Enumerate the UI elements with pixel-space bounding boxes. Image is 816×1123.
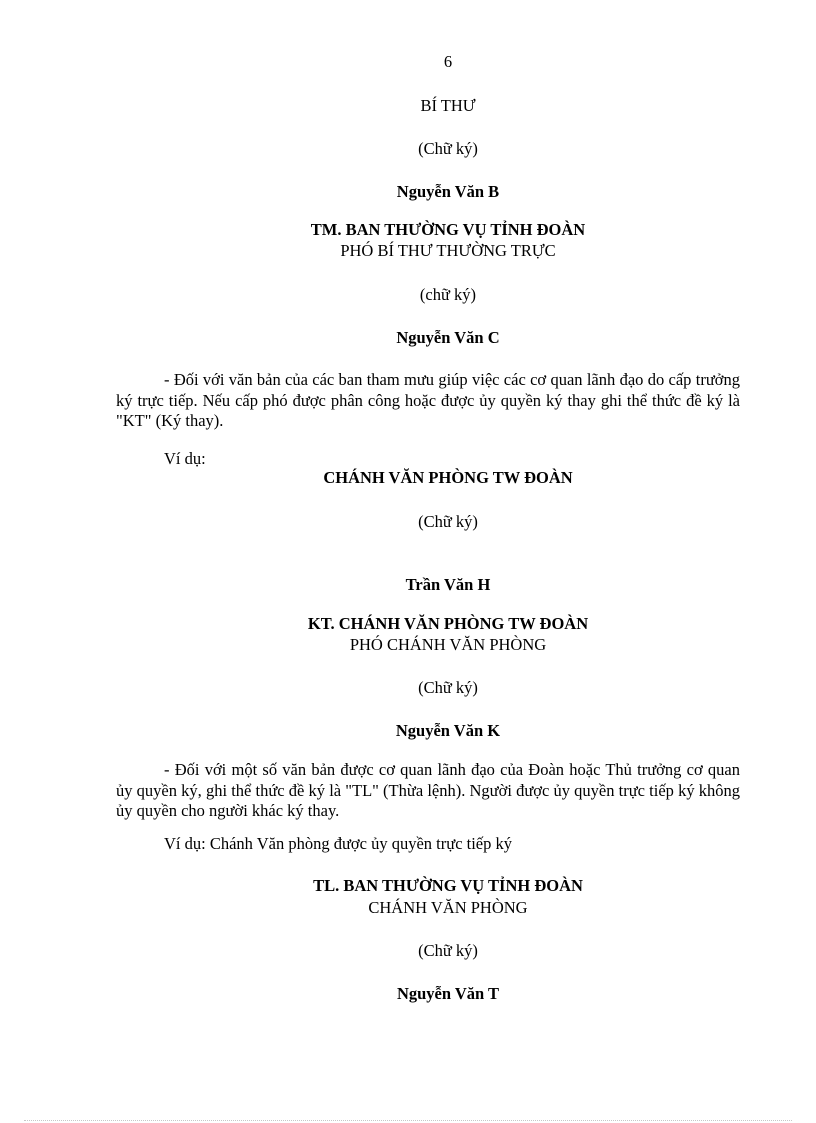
signer-name: Trần Văn H	[405, 575, 491, 594]
signer-name: Nguyễn Văn K	[395, 721, 501, 740]
example-label: Ví dụ: Chánh Văn phòng được ủy quyền trực tiếp ký	[164, 834, 513, 853]
signer-position-heading: CHÁNH VĂN PHÒNG TW ĐOÀN	[323, 468, 573, 487]
signer-name: Nguyễn Văn C	[396, 328, 500, 347]
example-label: Ví dụ:	[164, 449, 206, 468]
signer-position: PHÓ BÍ THƯ THƯỜNG TRỰC	[340, 241, 556, 260]
signer-name: Nguyễn Văn B	[396, 182, 500, 201]
signature-placeholder: (Chữ ký)	[418, 512, 478, 531]
signer-position: CHÁNH VĂN PHÒNG	[368, 898, 528, 917]
signer-authority-heading: TL. BAN THƯỜNG VỤ TỈNH ĐOÀN	[313, 876, 583, 895]
page-bottom-divider	[24, 1120, 792, 1121]
signature-placeholder: (chữ ký)	[419, 285, 477, 304]
signer-authority-heading: KT. CHÁNH VĂN PHÒNG TW ĐOÀN	[307, 614, 589, 633]
signature-placeholder: (Chữ ký)	[418, 139, 478, 158]
signature-placeholder: (Chữ ký)	[418, 678, 478, 697]
page-number: 6	[443, 52, 453, 71]
body-paragraph: - Đối với một số văn bản được cơ quan lãnh đạo của Đoàn hoặc Thủ trưởng cơ quan ủy quyền ký, ghi thể thức đề ký là "TL" (Thừa lệnh). Người được ủy quyền trực tiếp ký không ủy quyền cho người khác ký thay.	[116, 760, 740, 820]
signature-placeholder: (Chữ ký)	[418, 941, 478, 960]
body-paragraph: - Đối với văn bản của các ban tham mưu giúp việc các cơ quan lãnh đạo do cấp trưởng ký trực tiếp. Nếu cấp phó được phân công hoặc được ủy quyền ký thay ghi thể thức đề ký là "KT" (Ký thay).	[116, 370, 740, 430]
signer-name: Nguyễn Văn T	[396, 984, 500, 1003]
signer-authority-heading: TM. BAN THƯỜNG VỤ TỈNH ĐOÀN	[310, 220, 586, 239]
signer-position: PHÓ CHÁNH VĂN PHÒNG	[349, 635, 547, 654]
signer-title-bi-thu: BÍ THƯ	[420, 96, 476, 115]
